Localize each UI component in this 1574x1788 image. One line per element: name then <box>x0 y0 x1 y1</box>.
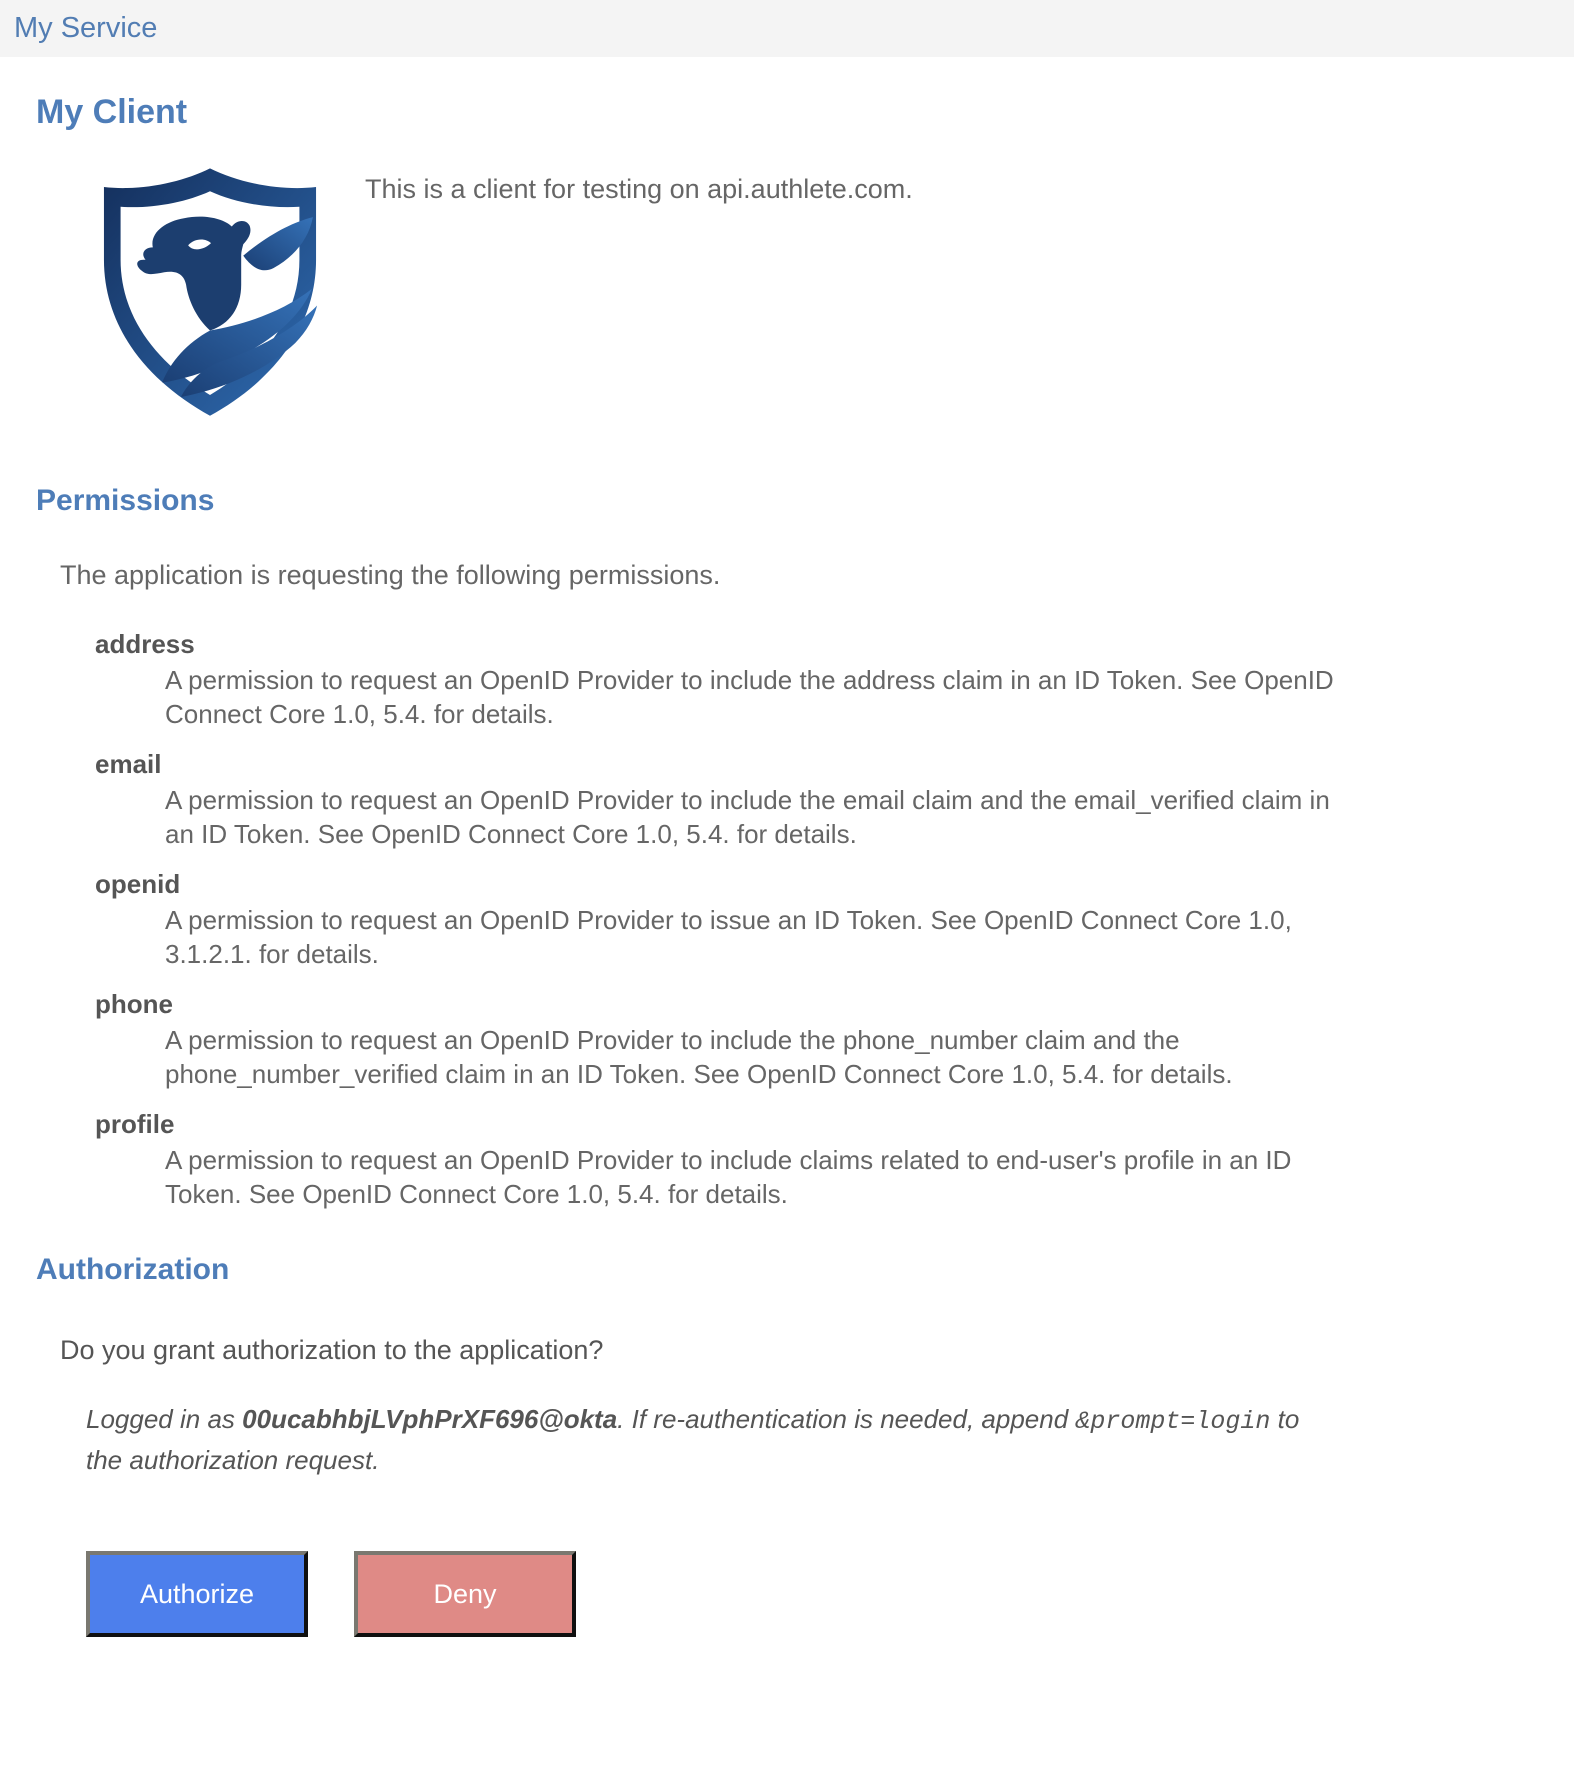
login-note-middle: . If re-authentication is needed, append <box>617 1404 1076 1434</box>
permission-name: phone <box>95 989 173 1019</box>
service-name: My Service <box>14 12 158 44</box>
permission-description: A permission to request an OpenID Provider to include the email claim and the email_verified claim in an ID Token. See OpenID Connect Core 1.0, 5.4. for details. <box>165 785 1330 849</box>
permission-description: A permission to request an OpenID Provider to include the phone_number claim and the phone_number_verified claim in an ID Token. See OpenID Connect Core 1.0, 5.4. for details. <box>165 1025 1233 1089</box>
decision-buttons <box>86 1551 1538 1677</box>
authorization-heading: Authorization <box>36 1253 230 1286</box>
client-summary <box>85 160 1538 422</box>
permission-description: A permission to request an OpenID Provider to include claims related to end-user's profile in an ID Token. See OpenID Connect Core 1.0, 5.4. for details. <box>165 1145 1292 1209</box>
permission-description: A permission to request an OpenID Provider to issue an ID Token. See OpenID Connect Core 1.0, 3.1.2.1. for details. <box>165 905 1292 969</box>
authorize-button[interactable]: Authorize <box>86 1551 308 1637</box>
client-description: This is a client for testing on api.authlete.com. <box>365 174 913 204</box>
permission-name: openid <box>95 869 181 899</box>
deny-button[interactable]: Deny <box>354 1551 576 1637</box>
login-note-prefix: Logged in as <box>86 1404 243 1434</box>
permission-name: email <box>95 749 162 779</box>
page-content <box>0 93 1574 1677</box>
permissions-intro: The application is requesting the following permissions. <box>60 560 721 590</box>
client-name-heading: My Client <box>36 93 188 131</box>
permission-description: A permission to request an OpenID Provider to include the address claim in an ID Token. See OpenID Connect Core 1.0, 5.4. for details. <box>165 665 1334 729</box>
permissions-list <box>95 627 1538 1211</box>
login-note <box>86 1400 1336 1479</box>
grant-question: Do you grant authorization to the application? <box>60 1335 604 1365</box>
permission-name: profile <box>95 1109 175 1139</box>
permissions-heading: Permissions <box>36 484 215 517</box>
permission-name: address <box>95 629 195 659</box>
shield-eagle-logo-icon <box>85 160 335 422</box>
service-header-bar <box>0 0 1574 57</box>
login-note-suffix: to the authorization request. <box>86 1404 1300 1475</box>
prompt-login-code: &prompt=login <box>1075 1407 1271 1436</box>
logged-in-user: 00ucabhbjLVphPrXF696@okta <box>242 1404 618 1434</box>
